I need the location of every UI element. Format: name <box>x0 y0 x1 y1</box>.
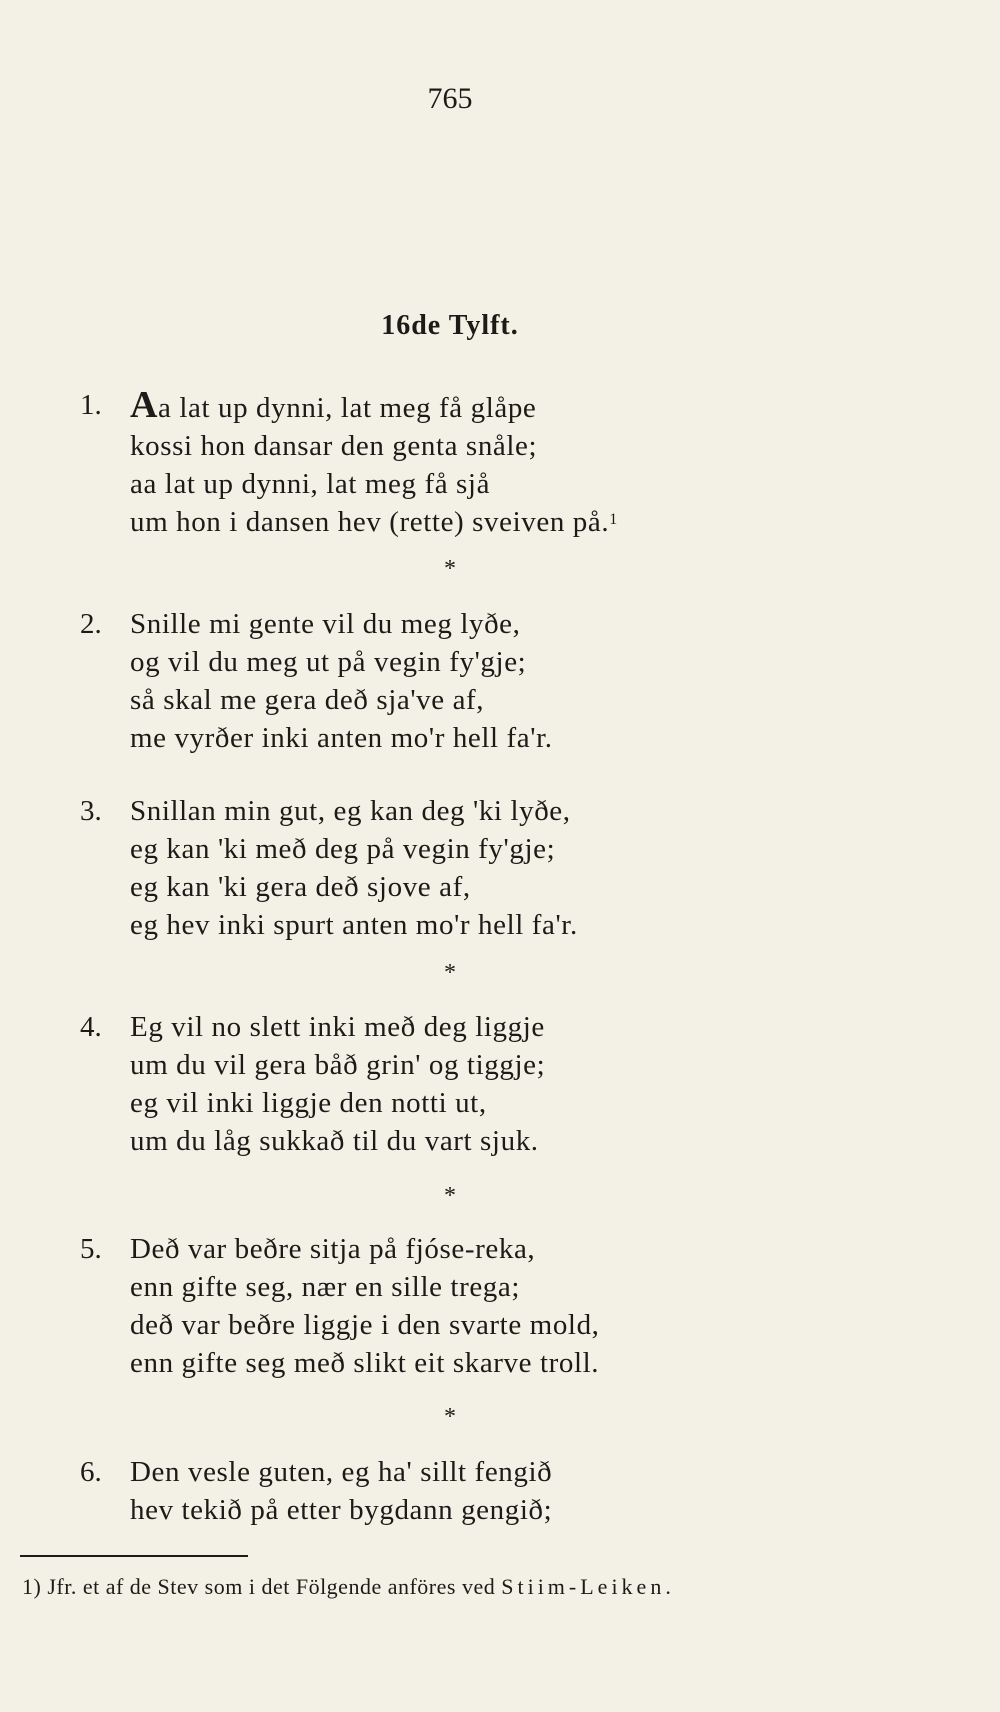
stanza-4 <box>80 1008 545 1160</box>
stanza-line: um hon i dansen hev (rette) sveiven på.$^1$ <box>130 506 618 538</box>
stanza-line: og vil du meg ut på vegin fy'gje; <box>130 646 527 678</box>
stanza-line: eg hev inki spurt anten mo'r hell fa'r. <box>130 909 578 941</box>
stanza-3 <box>80 792 578 944</box>
stanza-line: eg kan 'ki með deg på vegin fy'gje; <box>130 833 556 865</box>
footnote-text: Jfr. et af de Stev som i det Fölgende anföres ved <box>47 1574 496 1599</box>
stanza-line: aa lat up dynni, lat meg få sjå <box>130 468 491 500</box>
separator-asterisk: * <box>444 1404 456 1430</box>
stanza-number: 4. <box>80 1011 102 1043</box>
stanza-line: eg kan 'ki gera deð sjove af, <box>130 871 471 903</box>
stanza-line: hev tekið på etter bygdann gengið; <box>130 1494 553 1526</box>
stanza-line: Snille mi gente vil du meg lyðe, <box>130 608 521 640</box>
stanza-line: Eg vil no slett inki með deg liggje <box>130 1011 545 1043</box>
section-title: 16de Tylft. <box>381 310 519 341</box>
stanza-line: kossi hon dansar den genta snåle; <box>130 430 538 462</box>
stanza-line: enn gifte seg með slikt eit skarve troll. <box>130 1347 600 1379</box>
footnote-marker: 1 <box>609 511 618 528</box>
separator-asterisk: * <box>444 960 456 986</box>
stanza-line: så skal me gera deð sja've af, <box>130 684 485 716</box>
footnote-spaced-text: Stiim-Leiken. <box>501 1574 675 1599</box>
drop-initial: A <box>130 384 159 426</box>
stanza-line: enn gifte seg, nær en sille trega; <box>130 1271 521 1303</box>
separator-asterisk: * <box>444 1183 456 1209</box>
stanza-number: 3. <box>80 795 102 827</box>
footnote <box>22 1574 675 1600</box>
stanza-6 <box>80 1453 552 1529</box>
page-number: 765 <box>427 82 473 115</box>
stanza-number: 6. <box>80 1456 102 1488</box>
stanza-2 <box>80 605 553 757</box>
separator-asterisk: * <box>444 556 456 582</box>
footnote-rule <box>20 1555 248 1557</box>
stanza-line: Den vesle guten, eg ha' sillt fengið <box>130 1456 553 1488</box>
stanza-5 <box>80 1230 600 1382</box>
stanza-number: 5. <box>80 1233 102 1265</box>
stanza-1 <box>80 386 618 541</box>
stanza-line: um du vil gera båð grin' og tiggje; <box>130 1049 546 1081</box>
stanza-line: deð var beðre liggje i den svarte mold, <box>130 1309 600 1341</box>
stanza-line: me vyrðer inki anten mo'r hell fa'r. <box>130 722 553 754</box>
stanza-line: Aa lat up dynni, lat meg få glåpe <box>130 384 537 426</box>
stanza-line: Deð var beðre sitja på fjóse-reka, <box>130 1233 536 1265</box>
stanza-number: 2. <box>80 608 102 640</box>
stanza-line: Snillan min gut, eg kan deg 'ki lyðe, <box>130 795 571 827</box>
stanza-line: um du låg sukkað til du vart sjuk. <box>130 1125 539 1157</box>
footnote-mark: 1) <box>22 1574 42 1599</box>
stanza-line: eg vil inki liggje den notti ut, <box>130 1087 487 1119</box>
stanza-number: 1. <box>80 389 102 421</box>
